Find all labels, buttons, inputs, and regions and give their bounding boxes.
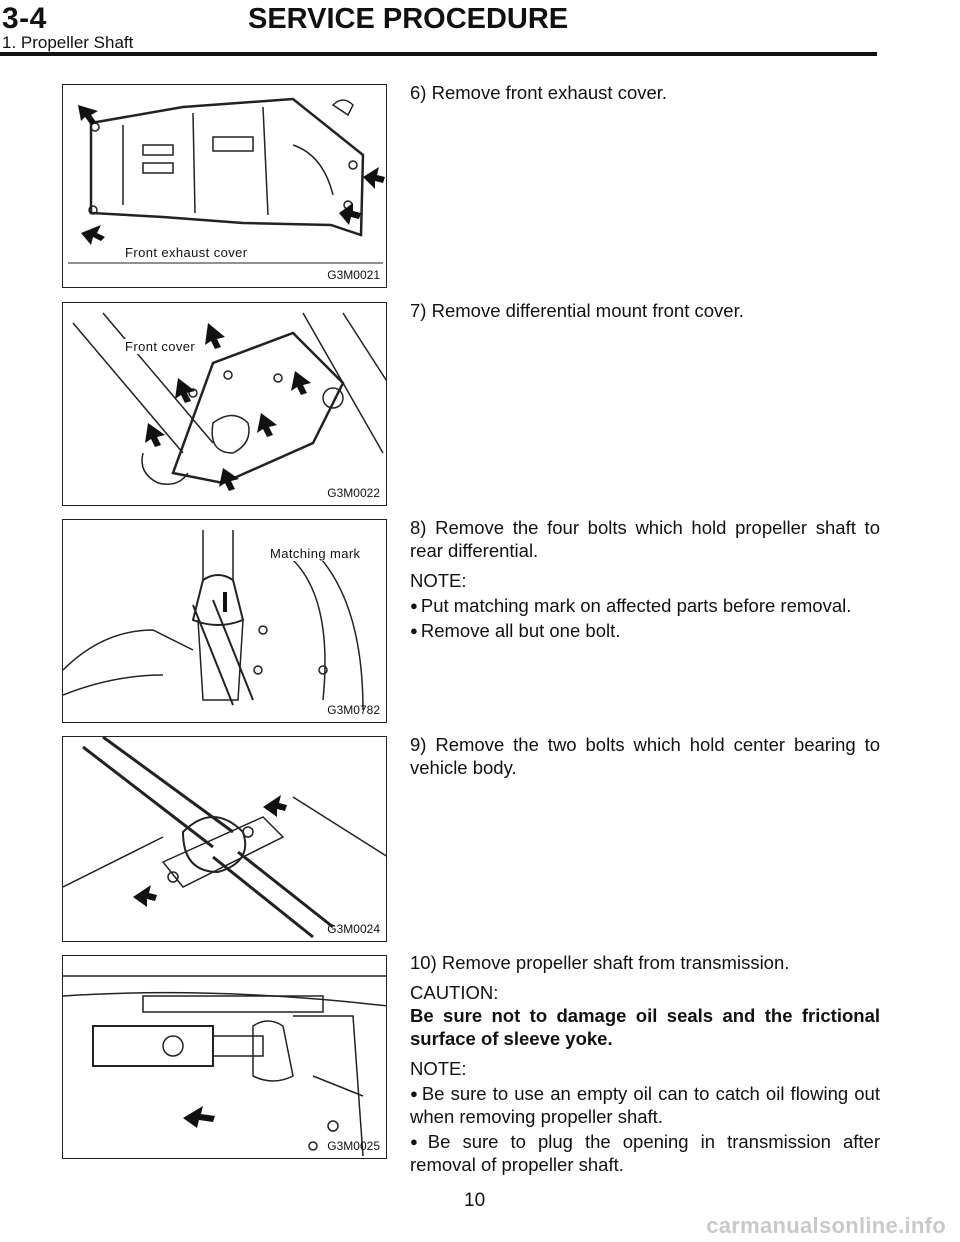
step-8 <box>410 516 880 649</box>
header-rule <box>0 52 877 56</box>
section-subtitle: 1. Propeller Shaft <box>2 33 134 52</box>
watermark: carmanualsonline.info <box>706 1213 946 1238</box>
figure-id: G3M0025 <box>327 1139 380 1153</box>
note-label: NOTE: <box>410 1058 467 1079</box>
page-number: 10 <box>464 1190 486 1211</box>
figure-id: G3M0024 <box>327 922 380 936</box>
section-title: SERVICE PROCEDURE <box>248 3 569 35</box>
figure-callout-label: Matching mark <box>270 546 361 561</box>
figure-id: G3M0021 <box>327 268 380 282</box>
front-cover-illustration <box>63 303 387 506</box>
step-10 <box>410 951 880 1183</box>
caution-label: CAUTION: <box>410 982 499 1003</box>
figure-id: G3M0022 <box>327 486 380 500</box>
caution-text: Be sure not to damage oil seals and the frictional surface of sleeve yoke. <box>410 1005 880 1049</box>
figure-id: G3M0782 <box>327 703 380 717</box>
note-item: ● Put matching mark on affected parts before removal. <box>410 594 880 617</box>
figure-callout-label: Front cover <box>125 339 196 354</box>
step-9 <box>410 733 880 786</box>
step-text: 9) Remove the two bolts which hold center bearing to vehicle body. <box>410 734 880 778</box>
step-text: 10) Remove propeller shaft from transmission. <box>410 952 790 973</box>
figure-center-bearing <box>62 736 387 942</box>
note-item: ● Remove all but one bolt. <box>410 619 880 642</box>
figure-propeller-shaft-removal <box>62 955 387 1159</box>
figure-callout-label: Front exhaust cover <box>125 245 248 260</box>
step-text: 6) Remove front exhaust cover. <box>410 82 668 103</box>
note-item: ● Be sure to plug the opening in transmission after removal of propeller shaft. <box>410 1130 880 1176</box>
figure-front-exhaust-cover <box>62 84 387 288</box>
step-7 <box>410 299 880 329</box>
figure-front-cover <box>62 302 387 506</box>
note-label: NOTE: <box>410 570 467 591</box>
center-bearing-illustration <box>63 737 387 942</box>
step-text: 8) Remove the four bolts which hold propeller shaft to rear differential. <box>410 517 880 561</box>
note-item: ● Be sure to use an empty oil can to catch oil flowing out when removing propeller shaft. <box>410 1082 880 1128</box>
step-text: 7) Remove differential mount front cover. <box>410 300 744 321</box>
figure-matching-mark <box>62 519 387 723</box>
section-code: 3-4 <box>2 2 47 35</box>
propeller-shaft-removal-illustration <box>63 956 387 1159</box>
step-6 <box>410 81 880 111</box>
